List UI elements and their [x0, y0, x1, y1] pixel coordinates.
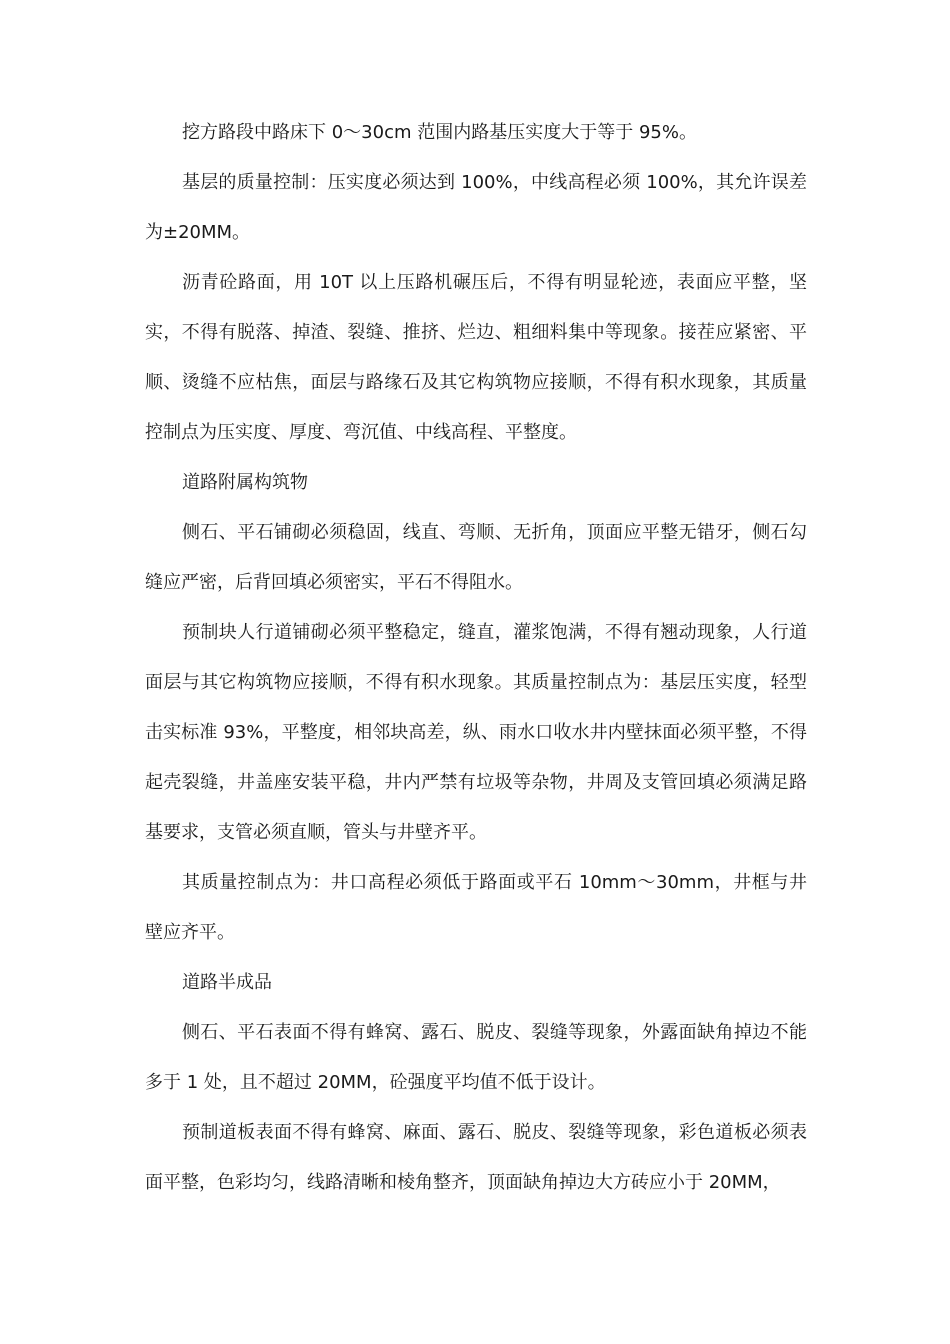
paragraph-curb-paving: 侧石、平石铺砌必须稳固，线直、弯顺、无折角，顶面应平整无错牙，侧石勾缝应严密，后背回填必须密实，平石不得阻水。 — [145, 522, 807, 593]
paragraph-base-quality: 基层的质量控制：压实度必须达到 100%，中线高程必须 100%，其允许误差为±20MM。 — [145, 172, 807, 243]
document-body — [145, 108, 807, 1208]
paragraph-curb-surface: 侧石、平石表面不得有蜂窝、露石、脱皮、裂缝等现象，外露面缺角掉边不能多于 1 处，且不超过 20MM，砼强度平均值不低于设计。 — [145, 1022, 807, 1093]
paragraph-precast-slab: 预制道板表面不得有蜂窝、麻面、露石、脱皮、裂缝等现象，彩色道板必须表面平整，色彩均匀，线路清晰和棱角整齐，顶面缺角掉边大方砖应小于 20MM， — [145, 1122, 807, 1193]
paragraph-sidewalk-paving: 预制块人行道铺砌必须平整稳定，缝直，灌浆饱满，不得有翘动现象，人行道面层与其它构筑物应接顺，不得有积水现象。其质量控制点为：基层压实度，轻型击实标准 93%，平整度，相邻块高差，纵、雨水口收水井内壁抹面必须平整，不得起壳裂缝，井盖座安装平稳，井内严禁有垃圾等杂物，井周及支管回填必须满足路基要求，支管必须直顺，管头与井壁齐平。 — [145, 622, 807, 843]
heading-semi-finished-products: 道路半成品 — [182, 972, 272, 993]
paragraph-asphalt-surface: 沥青砼路面，用 10T 以上压路机碾压后，不得有明显轮迹，表面应平整，坚实，不得有脱落、掉渣、裂缝、推挤、烂边、粗细料集中等现象。接茬应紧密、平顺、烫缝不应枯焦，面层与路缘石及其它构筑物应接顺，不得有积水现象，其质量控制点为压实度、厚度、弯沉值、中线高程、平整度。 — [145, 272, 807, 443]
heading-road-ancillary-structures: 道路附属构筑物 — [182, 472, 308, 493]
paragraph-manhole-elevation: 其质量控制点为：井口高程必须低于路面或平石 10mm～30mm，井框与井壁应齐平。 — [145, 872, 807, 943]
paragraph-excavation-compaction: 挖方路段中路床下 0～30cm 范围内路基压实度大于等于 95%。 — [182, 122, 697, 143]
